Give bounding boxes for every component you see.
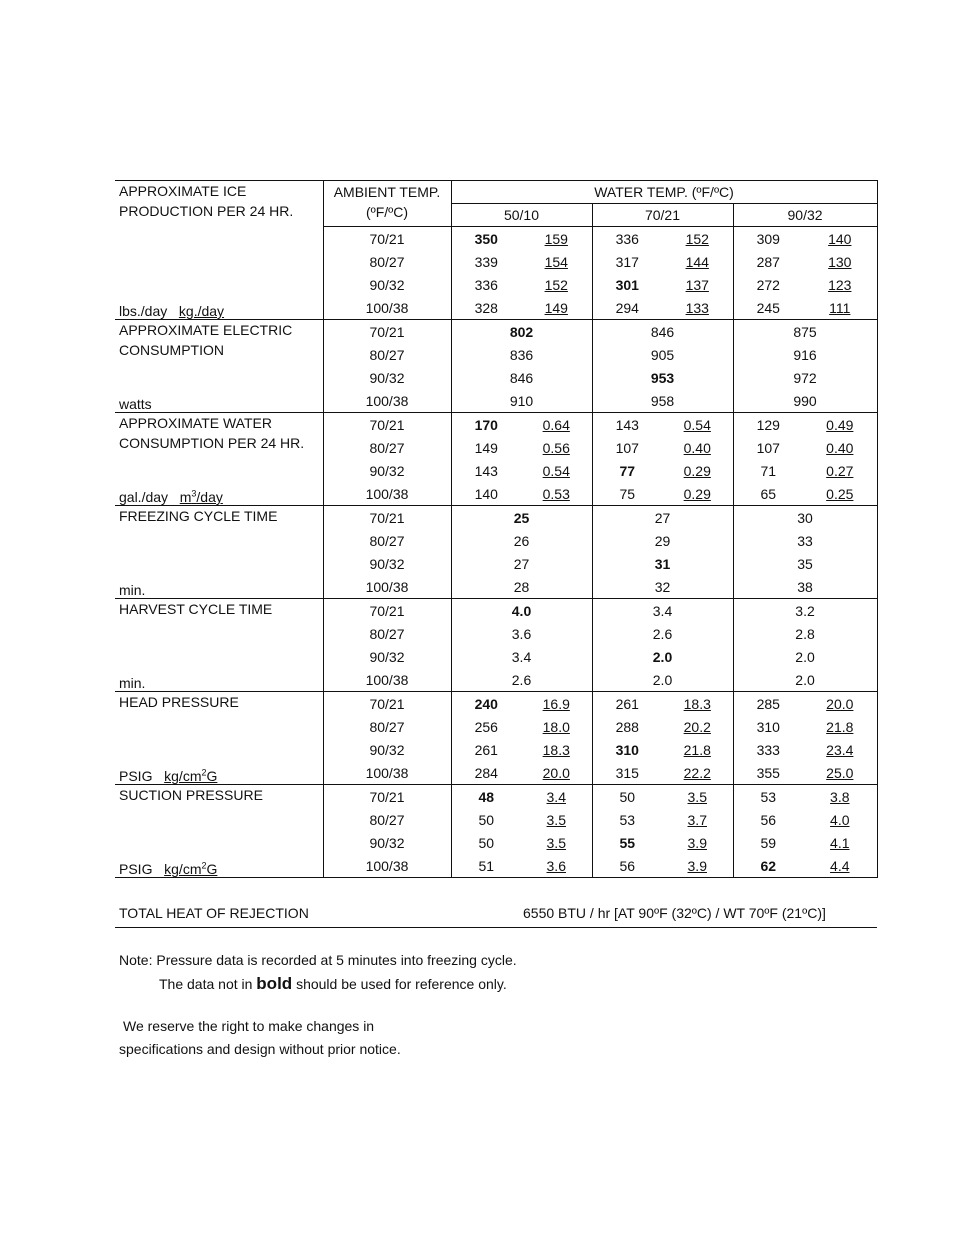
ambient-temp-cell: 90/32 <box>323 738 451 761</box>
value-cell-metric <box>803 715 877 738</box>
metric-value: 21.8 <box>683 741 711 758</box>
unit-superscript: 2 <box>201 860 207 871</box>
ambient-temp-cell: 80/27 <box>323 715 451 738</box>
value-cell-imperial: 107 <box>615 439 639 456</box>
value-cell-imperial: 336 <box>474 276 498 293</box>
heat-rejection-label: TOTAL HEAT OF REJECTION <box>119 905 309 921</box>
unit-primary: min. <box>119 582 146 598</box>
value-cell-imperial: 294 <box>592 296 662 320</box>
unit-secondary <box>180 489 223 505</box>
heat-rejection-row <box>115 903 877 928</box>
value-cell-metric <box>803 413 877 437</box>
metric-value: 130 <box>828 253 852 270</box>
value-cell-metric <box>521 785 592 809</box>
value-cell-metric <box>803 482 877 506</box>
metric-value: 20.2 <box>683 718 711 735</box>
metric-value: 18.3 <box>683 695 711 712</box>
unit-secondary-text: m <box>179 489 192 505</box>
metric-value: 0.40 <box>683 439 711 456</box>
value-cell-metric <box>662 808 733 831</box>
note-line-2 <box>159 974 507 994</box>
value-cell-imperial: 55 <box>619 834 636 851</box>
value-cell-imperial: 65 <box>733 482 803 506</box>
value-cell-imperial: 287 <box>756 253 780 270</box>
unit-secondary <box>179 303 224 319</box>
ambient-temp-cell: 80/27 <box>323 529 451 552</box>
value-cell-metric <box>803 296 877 320</box>
value-cell-imperial: 140 <box>451 482 521 506</box>
ambient-temp-cell: 70/21 <box>323 785 451 809</box>
metric-value: 133 <box>685 299 709 316</box>
value-cell-metric <box>521 413 592 437</box>
note-bold-word: bold <box>256 974 293 993</box>
value-cell-imperial: 143 <box>615 416 639 433</box>
section-label-line: HARVEST CYCLE TIME <box>119 601 273 617</box>
section-label-line: CONSUMPTION <box>119 342 224 358</box>
value-cell: 846 <box>451 366 592 389</box>
value-cell-metric <box>521 296 592 320</box>
value-cell: 916 <box>733 343 877 366</box>
ambient-temp-cell: 70/21 <box>323 320 451 344</box>
value-cell-imperial: 71 <box>760 462 777 479</box>
metric-value: 3.4 <box>546 788 566 805</box>
value-cell-imperial: 143 <box>474 462 498 479</box>
value-cell-metric <box>521 761 592 785</box>
unit-secondary-tail: G <box>206 861 218 877</box>
value-cell-imperial: 261 <box>615 695 639 712</box>
value-cell-metric <box>662 436 733 459</box>
value-cell: 2.6 <box>451 668 592 692</box>
metric-value: 149 <box>544 299 568 316</box>
ambient-temp-cell: 80/27 <box>323 808 451 831</box>
value-cell-imperial: 301 <box>615 276 639 293</box>
value-cell-metric <box>662 227 733 251</box>
value-cell-metric <box>803 854 877 878</box>
unit-secondary-tail: G <box>206 768 218 784</box>
metric-value: 18.3 <box>542 741 570 758</box>
value-cell-metric <box>803 459 877 482</box>
ambient-temp-cell: 70/21 <box>323 227 451 251</box>
value-cell-imperial: 53 <box>619 811 636 828</box>
ambient-temp-cell: 90/32 <box>323 366 451 389</box>
metric-value: 16.9 <box>542 695 570 712</box>
value-cell-imperial: 240 <box>474 695 498 712</box>
metric-value: 3.9 <box>687 857 707 874</box>
section-label-line: APPROXIMATE WATER <box>119 415 272 431</box>
value-cell-metric <box>662 761 733 785</box>
metric-value: 3.5 <box>687 788 707 805</box>
metric-value: 0.64 <box>542 416 570 433</box>
value-cell-metric <box>521 227 592 251</box>
metric-value: 21.8 <box>826 718 854 735</box>
value-cell: 31 <box>592 552 733 575</box>
section-label-line: HEAD PRESSURE <box>119 694 239 710</box>
value-cell-imperial: 310 <box>615 741 639 758</box>
value-cell-imperial: 256 <box>474 718 498 735</box>
value-cell-metric <box>803 436 877 459</box>
value-cell-imperial: 285 <box>756 695 780 712</box>
value-cell-metric <box>662 785 733 809</box>
metric-value: 4.4 <box>830 857 850 874</box>
value-cell: 2.0 <box>592 668 733 692</box>
unit-secondary-text: kg./day <box>178 303 225 319</box>
metric-value: 0.53 <box>542 485 570 502</box>
value-cell-imperial: 48 <box>478 788 495 805</box>
metric-value: 23.4 <box>826 741 854 758</box>
value-cell-imperial: 56 <box>592 854 662 878</box>
value-cell-imperial: 56 <box>760 811 777 828</box>
value-cell-imperial: 333 <box>756 741 780 758</box>
ambient-temp-cell: 90/32 <box>323 645 451 668</box>
metric-value: 4.0 <box>830 811 850 828</box>
metric-value: 0.25 <box>826 485 854 502</box>
value-cell-metric <box>803 785 877 809</box>
value-cell-imperial: 309 <box>756 230 780 247</box>
metric-value: 0.54 <box>542 462 570 479</box>
unit-primary: PSIG <box>119 768 153 784</box>
value-cell-metric <box>662 482 733 506</box>
metric-value: 0.29 <box>683 462 711 479</box>
section-label-line: APPROXIMATE ELECTRIC <box>119 322 293 338</box>
ambient-temp-cell: 80/27 <box>323 436 451 459</box>
section-unit <box>119 303 224 319</box>
value-cell-metric <box>662 250 733 273</box>
metric-value: 0.54 <box>683 416 711 433</box>
value-cell: 3.4 <box>451 645 592 668</box>
value-cell-metric <box>521 738 592 761</box>
ambient-header-unit: (ºF/ºC) <box>365 204 409 220</box>
metric-value: 144 <box>685 253 709 270</box>
unit-primary: min. <box>119 675 146 691</box>
section-label-line: SUCTION PRESSURE <box>119 787 263 803</box>
section-unit <box>119 861 217 877</box>
unit-primary: gal./day <box>119 489 169 505</box>
section-label-line: FREEZING CYCLE TIME <box>119 508 278 524</box>
ambient-temp-cell: 100/38 <box>323 296 451 320</box>
ambient-temp-cell: 70/21 <box>323 599 451 623</box>
metric-value: 159 <box>544 230 568 247</box>
metric-value: 20.0 <box>542 764 570 781</box>
ambient-temp-cell: 100/38 <box>323 482 451 506</box>
value-cell: 28 <box>451 575 592 599</box>
ambient-temp-cell: 100/38 <box>323 575 451 599</box>
value-cell-metric <box>662 854 733 878</box>
water-temp-column-header: 70/21 <box>592 204 733 227</box>
table-row <box>115 599 877 623</box>
metric-value: 18.0 <box>542 718 570 735</box>
value-cell-imperial: 284 <box>451 761 521 785</box>
value-cell: 836 <box>451 343 592 366</box>
value-cell-metric <box>803 738 877 761</box>
value-cell-imperial: 149 <box>474 439 498 456</box>
value-cell-imperial: 59 <box>760 834 777 851</box>
metric-value: 22.2 <box>683 764 711 781</box>
value-cell-metric <box>521 250 592 273</box>
metric-value: 3.5 <box>546 811 566 828</box>
note-line-2-pre: The data not in <box>159 976 257 992</box>
value-cell-metric <box>521 436 592 459</box>
ambient-temp-cell: 70/21 <box>323 692 451 716</box>
metric-value: 152 <box>544 276 568 293</box>
table-row <box>115 320 877 344</box>
metric-value: 0.49 <box>826 416 854 433</box>
metric-value: 3.6 <box>546 857 566 874</box>
metric-value: 154 <box>544 253 568 270</box>
value-cell-imperial: 129 <box>756 416 780 433</box>
value-cell: 27 <box>592 506 733 530</box>
value-cell: 30 <box>733 506 877 530</box>
ambient-temp-cell: 100/38 <box>323 761 451 785</box>
value-cell: 846 <box>592 320 733 344</box>
value-cell-metric <box>662 273 733 296</box>
value-cell-metric <box>662 831 733 854</box>
section-label <box>115 599 323 692</box>
metric-value: 25.0 <box>826 764 854 781</box>
value-cell-imperial: 339 <box>474 253 498 270</box>
metric-value: 123 <box>828 276 852 293</box>
value-cell-imperial: 350 <box>474 230 498 247</box>
ambient-temp-header <box>323 181 451 227</box>
ambient-header-line: AMBIENT TEMP. <box>333 184 441 200</box>
value-cell: 2.0 <box>592 645 733 668</box>
value-cell-imperial: 355 <box>733 761 803 785</box>
ambient-temp-cell: 100/38 <box>323 668 451 692</box>
value-cell-imperial: 245 <box>733 296 803 320</box>
value-cell-imperial: 261 <box>474 741 498 758</box>
ambient-temp-cell: 80/27 <box>323 250 451 273</box>
value-cell-imperial: 336 <box>615 230 639 247</box>
ambient-temp-cell: 90/32 <box>323 831 451 854</box>
value-cell: 35 <box>733 552 877 575</box>
section-label-line: CONSUMPTION PER 24 HR. <box>119 435 305 451</box>
metric-value: 20.0 <box>826 695 854 712</box>
section-unit <box>119 582 145 598</box>
value-cell-metric <box>662 738 733 761</box>
value-cell: 3.2 <box>733 599 877 623</box>
value-cell: 875 <box>733 320 877 344</box>
metric-value: 0.27 <box>826 462 854 479</box>
value-cell-metric <box>521 808 592 831</box>
section-label-line: PRODUCTION PER 24 HR. <box>119 203 294 219</box>
value-cell-metric <box>662 692 733 716</box>
value-cell-metric <box>803 831 877 854</box>
value-cell-metric <box>521 459 592 482</box>
value-cell: 27 <box>451 552 592 575</box>
table-row <box>115 506 877 530</box>
unit-secondary-text: kg/cm <box>164 768 202 784</box>
value-cell-imperial: 288 <box>615 718 639 735</box>
value-cell-imperial: 310 <box>756 718 780 735</box>
unit-primary: watts <box>119 396 152 412</box>
section-unit <box>119 489 223 505</box>
value-cell: 2.6 <box>592 622 733 645</box>
value-cell-imperial: 315 <box>592 761 662 785</box>
reserve-line-1: We reserve the right to make changes in <box>123 1018 375 1034</box>
value-cell-metric <box>521 854 592 878</box>
value-cell-metric <box>803 692 877 716</box>
value-cell-metric <box>662 459 733 482</box>
value-cell: 26 <box>451 529 592 552</box>
value-cell-imperial: 53 <box>760 788 777 805</box>
table-row <box>115 692 877 716</box>
metric-value: 111 <box>829 299 851 316</box>
value-cell-metric <box>521 715 592 738</box>
metric-value: 0.56 <box>542 439 570 456</box>
ambient-temp-cell: 80/27 <box>323 343 451 366</box>
value-cell-imperial: 170 <box>474 416 498 433</box>
ambient-temp-cell: 70/21 <box>323 506 451 530</box>
metric-value: 152 <box>685 230 709 247</box>
value-cell: 905 <box>592 343 733 366</box>
section-label <box>115 413 323 506</box>
metric-value: 3.5 <box>546 834 566 851</box>
spec-table <box>115 180 878 878</box>
value-cell-imperial: 51 <box>451 854 521 878</box>
value-cell: 958 <box>592 389 733 413</box>
value-cell-metric <box>803 761 877 785</box>
value-cell-metric <box>803 273 877 296</box>
unit-secondary <box>164 768 217 784</box>
reserve-line-2: specifications and design without prior notice. <box>119 1041 401 1057</box>
value-cell: 25 <box>451 506 592 530</box>
section-label <box>115 692 323 785</box>
value-cell-metric <box>662 413 733 437</box>
metric-value: 3.8 <box>830 788 850 805</box>
ambient-temp-cell: 90/32 <box>323 552 451 575</box>
value-cell-imperial: 50 <box>478 834 495 851</box>
heat-rejection-value: 6550 BTU / hr [AT 90ºF (32ºC) / WT 70ºF (21ºC)] <box>523 905 826 921</box>
value-cell: 2.0 <box>733 668 877 692</box>
value-cell-imperial: 328 <box>451 296 521 320</box>
unit-primary: lbs./day <box>119 303 168 319</box>
value-cell: 32 <box>592 575 733 599</box>
metric-value: 137 <box>685 276 709 293</box>
value-cell: 802 <box>451 320 592 344</box>
ambient-temp-cell: 90/32 <box>323 273 451 296</box>
value-cell-metric <box>803 250 877 273</box>
value-cell-imperial: 107 <box>756 439 780 456</box>
metric-value: 140 <box>828 230 852 247</box>
value-cell-imperial: 75 <box>592 482 662 506</box>
value-cell: 3.6 <box>451 622 592 645</box>
value-cell-metric <box>521 692 592 716</box>
value-cell-imperial: 50 <box>478 811 495 828</box>
note-line-1: Note: Pressure data is recorded at 5 minutes into freezing cycle. <box>119 952 517 968</box>
section-unit <box>119 396 152 412</box>
table-row <box>115 785 877 809</box>
section-label <box>115 320 323 413</box>
note-line-2-post: should be used for reference only. <box>292 976 507 992</box>
value-cell-imperial: 317 <box>615 253 639 270</box>
value-cell: 2.8 <box>733 622 877 645</box>
value-cell-imperial: 62 <box>733 854 803 878</box>
value-cell-imperial: 272 <box>756 276 780 293</box>
table-row <box>115 413 877 437</box>
ambient-temp-cell: 100/38 <box>323 854 451 878</box>
value-cell-metric <box>662 715 733 738</box>
value-cell-metric <box>521 273 592 296</box>
section-unit <box>119 768 217 784</box>
unit-secondary-tail: /day <box>196 489 223 505</box>
section-label <box>115 506 323 599</box>
value-cell-metric <box>803 808 877 831</box>
value-cell: 29 <box>592 529 733 552</box>
value-cell-metric <box>662 296 733 320</box>
metric-value: 0.29 <box>683 485 711 502</box>
value-cell: 972 <box>733 366 877 389</box>
value-cell: 990 <box>733 389 877 413</box>
metric-value: 3.9 <box>687 834 707 851</box>
value-cell-metric <box>803 227 877 251</box>
water-temp-header: WATER TEMP. (ºF/ºC) <box>451 181 877 204</box>
value-cell-metric <box>521 482 592 506</box>
value-cell: 953 <box>592 366 733 389</box>
value-cell: 4.0 <box>451 599 592 623</box>
unit-superscript: 2 <box>201 767 207 778</box>
unit-superscript: 3 <box>191 488 197 499</box>
ambient-temp-cell: 80/27 <box>323 622 451 645</box>
value-cell: 33 <box>733 529 877 552</box>
unit-secondary <box>164 861 217 877</box>
water-temp-column-header: 50/10 <box>451 204 592 227</box>
value-cell-metric <box>521 831 592 854</box>
metric-value: 3.7 <box>687 811 707 828</box>
section-label-line: APPROXIMATE ICE <box>119 183 247 199</box>
ambient-temp-cell: 70/21 <box>323 413 451 437</box>
header-row <box>115 181 877 204</box>
value-cell: 2.0 <box>733 645 877 668</box>
metric-value: 0.40 <box>826 439 854 456</box>
value-cell: 3.4 <box>592 599 733 623</box>
value-cell-imperial: 50 <box>619 788 636 805</box>
section-label <box>115 181 323 320</box>
value-cell: 910 <box>451 389 592 413</box>
value-cell: 38 <box>733 575 877 599</box>
ambient-temp-cell: 90/32 <box>323 459 451 482</box>
metric-value: 4.1 <box>830 834 850 851</box>
section-label <box>115 785 323 878</box>
section-unit <box>119 675 145 691</box>
unit-primary: PSIG <box>119 861 153 877</box>
ambient-temp-cell: 100/38 <box>323 389 451 413</box>
water-temp-column-header: 90/32 <box>733 204 877 227</box>
value-cell-imperial: 77 <box>619 462 636 479</box>
unit-secondary-text: kg/cm <box>164 861 202 877</box>
